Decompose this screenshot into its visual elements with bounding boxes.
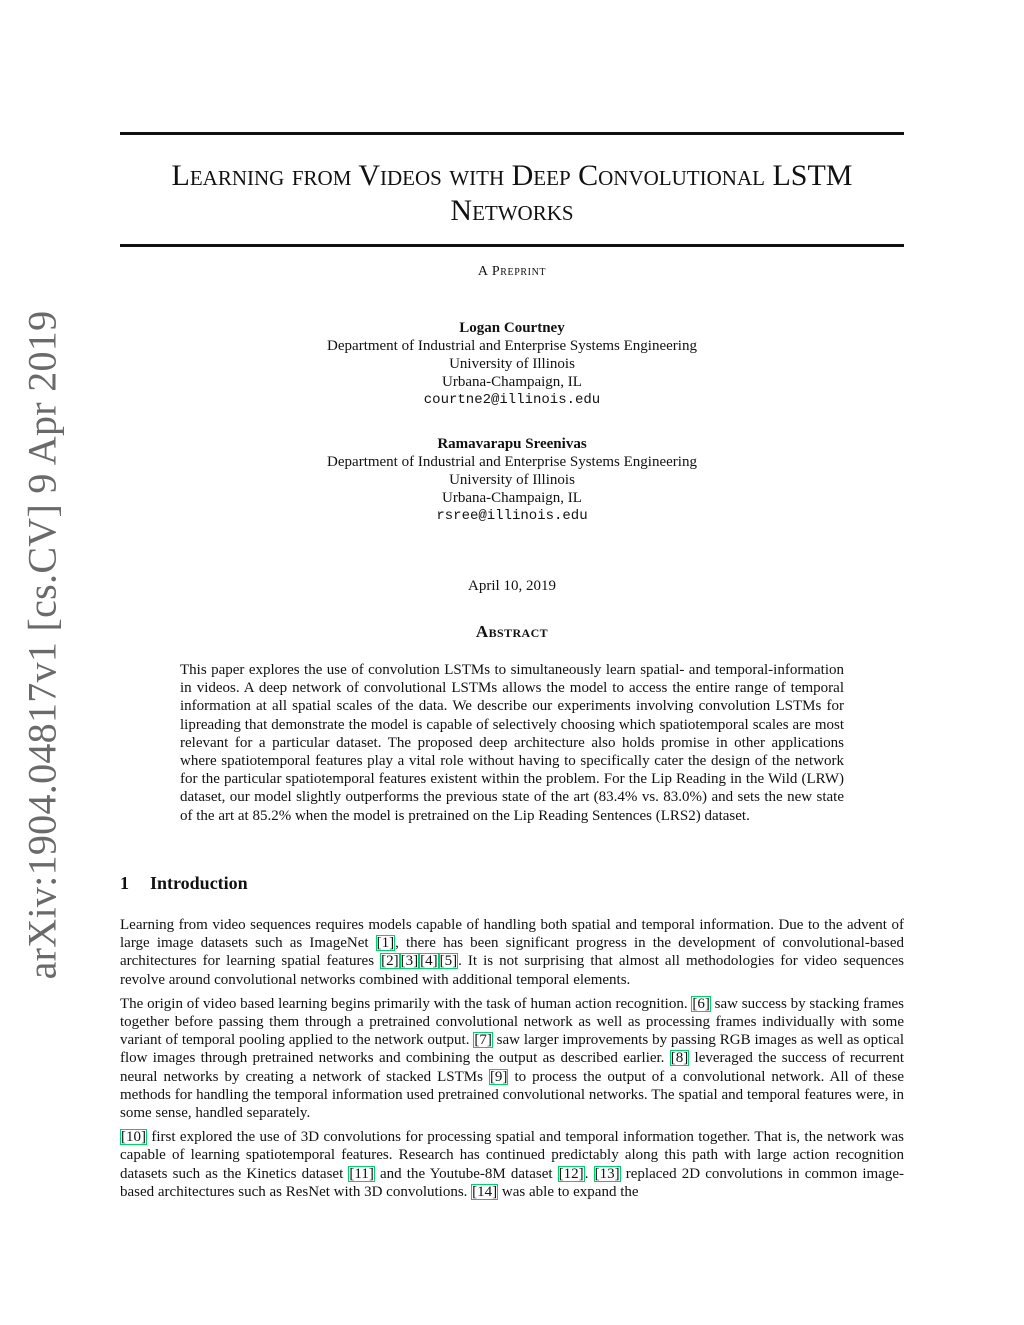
title-rule-bottom: [120, 244, 904, 247]
author-university: University of Illinois: [449, 472, 575, 488]
author-1: [120, 319, 904, 409]
text-run: saw larger improvements by passing RGB images as well as optical flow images through pretrained networks and combining the output as described earlier.: [120, 1032, 904, 1067]
citation-link[interactable]: [10]: [121, 1129, 146, 1146]
author-location: Urbana-Champaign, IL: [442, 490, 582, 506]
citation-link[interactable]: [8]: [670, 1050, 689, 1067]
citation-link[interactable]: [3]: [400, 953, 419, 970]
paper-title: [120, 158, 904, 228]
text-run: , there has been significant progress in the development of convolutional-based architectures for learning spatial features: [120, 935, 904, 970]
paragraph-1: [120, 916, 904, 989]
title-rule-top: [120, 132, 904, 135]
paragraph-3: [120, 1128, 904, 1201]
preprint-label: A Preprint: [477, 264, 547, 279]
citation-link[interactable]: [12]: [558, 1165, 584, 1182]
abstract-text: This paper explores the use of convolution LSTMs to simultaneously learn spatial- and temporal-information in videos. A deep network of convolutional LSTMs allows the model to access the entire range of temporal information at all spatial scales of the data. We describe our experiments involving convolution LSTMs for lipreading that demonstrate the model is capable of selectively choosing which spatiotemporal scales are most relevant for a particular dataset. The proposed deep architecture also holds promise in other applications where spatiotemporal features play a vital role without having to specifically cater the design of the network for the particular spatiotemporal features existent within the problem. For the Lip Reading in the Wild (LRW) dataset, our model slightly outperforms the previous state of the art (83.4% vs. 83.0%) and sets the new state of the art at 85.2% when the model is pretrained on the Lip Reading Sentences (LRS2) dataset.: [180, 662, 844, 824]
author-email[interactable]: courtne2@illinois.edu: [423, 392, 601, 408]
author-location: Urbana-Champaign, IL: [442, 374, 582, 390]
author-department: Department of Industrial and Enterprise Systems Engineering: [327, 338, 697, 354]
author-email[interactable]: rsree@illinois.edu: [436, 508, 588, 524]
author-name: Logan Courtney: [459, 320, 565, 336]
text-run: saw success by stacking frames together before passing them through a pretrained convolutional network as well as processing frames individually with some variant of temporal pooling applied to the network output.: [120, 995, 904, 1049]
citation-link[interactable]: [5]: [439, 953, 458, 970]
title-line-1: Learning from Videos with Deep Convolutional LSTM: [171, 159, 853, 192]
arxiv-identifier: arXiv:1904.04817v1 [cs.CV] 9 Apr 2019: [19, 310, 65, 980]
author-university: University of Illinois: [449, 356, 575, 372]
author-block: [120, 319, 904, 525]
text-run: .: [584, 1165, 594, 1182]
citation-link[interactable]: [1]: [376, 935, 395, 952]
text-run: replaced 2D convolutions in common image-based architectures such as ResNet with 3D convolutions.: [120, 1165, 904, 1200]
text-run: The origin of video based learning begins primarily with the task of human action recognition.: [120, 995, 692, 1012]
citation-link[interactable]: [13]: [594, 1165, 620, 1182]
citation-link[interactable]: [2]: [381, 953, 399, 970]
section-title: Introduction: [150, 873, 248, 893]
author-department: Department of Industrial and Enterprise Systems Engineering: [327, 454, 697, 470]
paragraph-2: [120, 995, 904, 1122]
author-name: Ramavarapu Sreenivas: [437, 436, 587, 452]
paper-date: April 10, 2019: [468, 578, 556, 594]
author-2: [120, 435, 904, 525]
section-number: 1: [120, 873, 129, 893]
citation-link[interactable]: [4]: [420, 953, 438, 970]
text-run: first explored the use of 3D convolutions for processing spatial and temporal information together. That is, the network was capable of learning spatiotemporal features. Research has continued predictably along this path with large action recognition datasets such as the Kinetics dataset: [120, 1129, 904, 1182]
citation-link[interactable]: [7]: [474, 1032, 492, 1049]
text-run: and the Youtube-8M dataset: [374, 1165, 558, 1182]
citation-link[interactable]: [6]: [692, 995, 710, 1012]
text-run: leveraged the success of recurrent neural networks by creating a network of stacked LSTMs: [120, 1050, 904, 1085]
text-run: Learning from video sequences requires models capable of handling both spatial and temporal information. Due to the advent of large image datasets such as ImageNet: [120, 917, 904, 952]
citation-link[interactable]: [9]: [489, 1068, 508, 1085]
title-line-2: Networks: [450, 194, 574, 227]
section-heading-introduction: [120, 873, 248, 894]
introduction-body: [120, 916, 904, 1207]
citation-link[interactable]: [14]: [472, 1183, 498, 1200]
text-run: was able to expand the: [498, 1183, 639, 1200]
text-run: to process the output of a convolutional network. All of these methods for handling the temporal information used pretrained convolutional networks. The spatial and temporal features were, in some sense, handled separately.: [120, 1068, 904, 1122]
abstract-heading: Abstract: [475, 622, 549, 641]
text-run: . It is not surprising that almost all methodologies for video sequences revolve around convolutional networks combined with additional temporal elements.: [120, 953, 904, 988]
citation-link[interactable]: [11]: [349, 1165, 374, 1182]
